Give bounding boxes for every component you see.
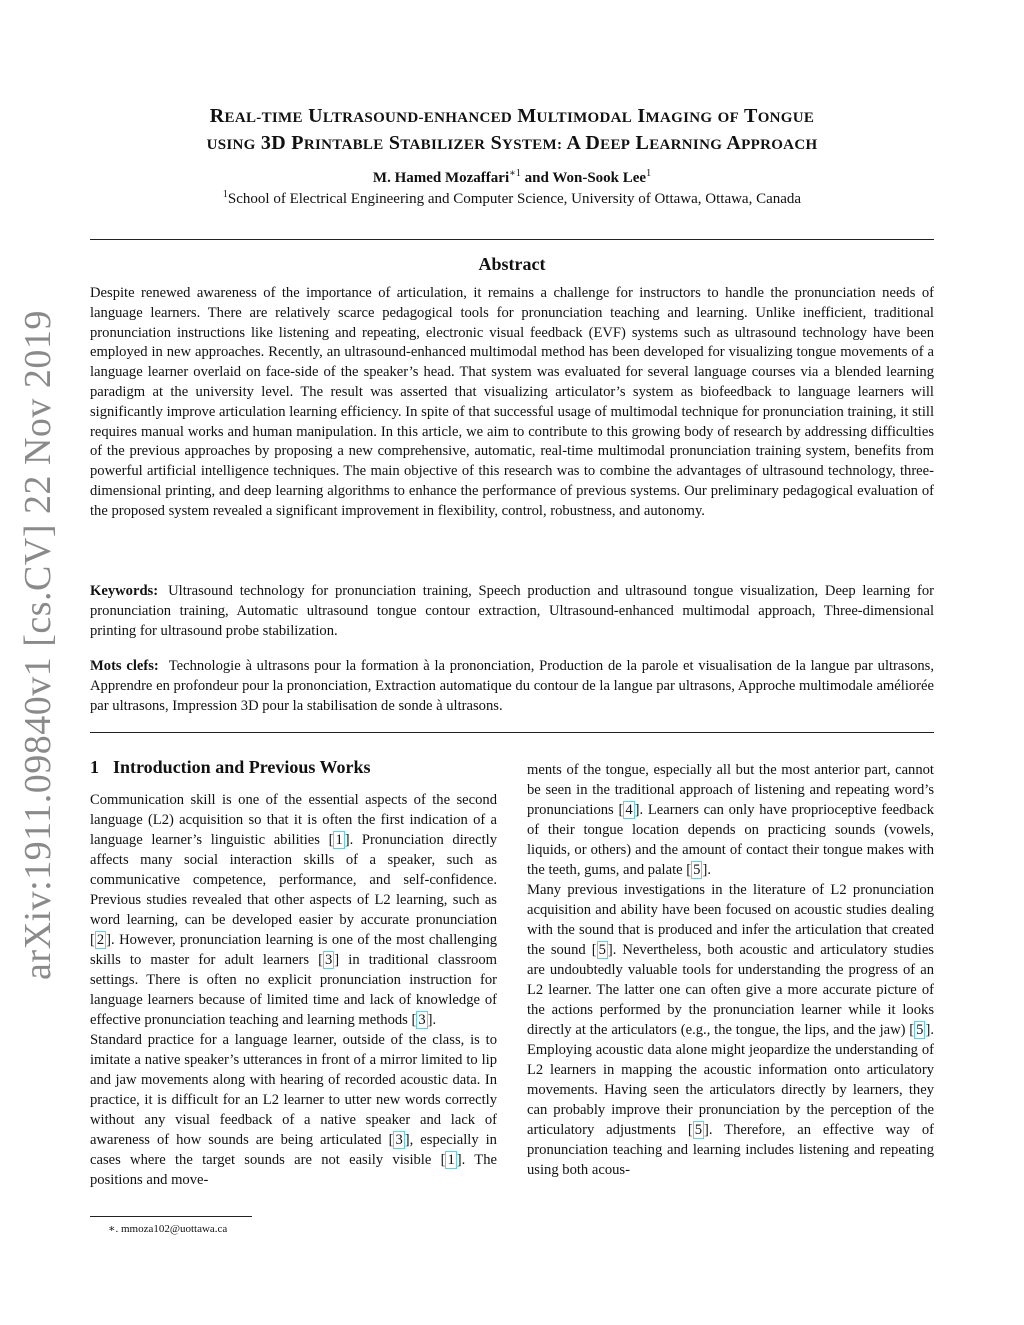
- title-char: S: [388, 132, 401, 154]
- affiliation-text: School of Electrical Engineering and Computer Science, University of Ottawa, Ottawa, Canada: [227, 191, 802, 207]
- title-char: E: [224, 110, 235, 126]
- title-char: I: [692, 137, 700, 153]
- title-char: T: [261, 110, 272, 126]
- title-char: E: [463, 137, 475, 153]
- title-char: M: [573, 110, 588, 126]
- paragraph: Many previous investigations in the literature of L2 pronunciation acquisition and ability have been focused on acoustic studies dealing with the sound that is produced and infer the articulation that created the sound [ 5 ]. Nevertheless, both acoustic and articulatory studies are undoubtedly valuable tools for understanding the progress of an L2 learner. The latter one can often give a more accurate picture of the actions performed by the pronunciation learner while it looks directly at the articulators (e.g., the tongue, the lips, and the jaw) [ 5 ]. Employing acoustic data alone might jeopardize the understanding of L2 learners in mapping the acoustic information onto articulatory movements. Having seen the articulators directly by learners, they can probably improve their pronunciation by the perception of the articulatory adjustments [ 5 ]. Therefore, an effective way of pronunciation teaching and learning includes listening and repeating using both acous-: [527, 882, 934, 1178]
- title-char: U: [792, 110, 804, 126]
- citation-link[interactable]: 3: [418, 1012, 426, 1028]
- title-char: L: [621, 110, 633, 126]
- title-char: U: [206, 137, 218, 153]
- title-char: H: [805, 137, 818, 153]
- title-char: G: [780, 110, 793, 126]
- title-char: A: [341, 137, 353, 153]
- title-char: T: [556, 110, 567, 126]
- citation-link[interactable]: 3: [325, 952, 333, 968]
- title-char: M: [645, 110, 660, 126]
- mots-clefs: [90, 657, 934, 716]
- title-char: A: [566, 132, 581, 154]
- title-char: E: [610, 137, 621, 153]
- citation-link[interactable]: 1: [335, 832, 343, 848]
- authors: [90, 168, 934, 187]
- title-char: D: [500, 110, 513, 126]
- title-char: A: [783, 137, 795, 153]
- title-char: N: [396, 110, 408, 126]
- title-char: E: [490, 110, 501, 126]
- title-char: A: [726, 132, 742, 154]
- title-line-1: [90, 104, 934, 131]
- author-1-sup: ∗1: [509, 168, 521, 179]
- title-char: C: [479, 110, 491, 126]
- section-number: 1: [90, 757, 99, 777]
- paper-title: [90, 104, 934, 158]
- title-char: O: [771, 137, 784, 153]
- title-char: S: [490, 132, 503, 154]
- citation-link[interactable]: 5: [693, 862, 701, 878]
- citation-link[interactable]: 3: [395, 1132, 403, 1148]
- title-char: L: [437, 137, 448, 153]
- title-char: S: [364, 110, 374, 126]
- title-char: O: [373, 110, 386, 126]
- title-line-2: [90, 131, 934, 158]
- title-char: F: [729, 110, 740, 126]
- title-char: -: [418, 110, 424, 126]
- title-char: Y: [502, 137, 514, 153]
- title-char: E: [649, 137, 660, 153]
- arxiv-stamp: [8, 310, 68, 980]
- right-column: [527, 760, 934, 1180]
- title-char: N: [769, 110, 781, 126]
- title-char: A: [659, 137, 671, 153]
- title-char: A: [409, 137, 421, 153]
- title-char: L: [635, 132, 650, 154]
- abstract-body: Despite renewed awareness of the importance of articulation, it remains a challenge for instructors to handle the pronunciation needs of language learners. There are relatively scarce pedagogical tools for pronunciation teaching and learning. Unlike inefficient, traditional pronunciation instructions like listening and repeating, electronic visual feedback (EVF) systems such as ultrasound technology have been employed in new approaches. Recently, an ultrasound-enhanced multimodal method has been developed for visualizing tongue movements of a language learner overlaid on face-side of the speaker’s head. That system was evaluated for several language courses via a blended learning paradigm at the university level. The result was asserted that visualizing articulator’s system as biofeedback to language learners will significantly improve articulation learning efficiency. In spite of that successful usage of multimodal technique for pronunciation training, it still requires manual works and human manipulation. In this article, we aim to contribute to this growing body of research by addressing difficulties of the previous approaches by proposing a new comprehensive, automatic, real-time multimodal pronunciation training system, benefits from powerful artificial intelligence techniques. The main objective of this research was to combine the advantages of ultrasound technology, three-dimensional printing, and deep learning algorithms to enhance the performance of previous systems. Our preliminary pedagogical evaluation of the proposed system revealed a significant improvement in flexibility, control, robustness, and autonomy.: [90, 285, 934, 519]
- title-char: N: [468, 110, 480, 126]
- title-char: N: [699, 137, 711, 153]
- citation-link[interactable]: 5: [916, 1022, 924, 1038]
- title-char: N: [321, 137, 333, 153]
- paragraph: Communication skill is one of the essential aspects of the second language (L2) acquisition so that it is often the first indication of a language learner’s linguistic abilities [ 1 ]. Pronunciation directly affects many social interaction skills of a speaker, such as communicative competence, performance, and self-confidence. Previous studies revealed that other aspects of L2 learning, such as word learning, can be developed easier by accurate pronunciation [ 2 ]. However, pronunciation learning is one of the most challenging skills to master for adult learners [ 3 ] in traditional classroom settings. There is often no explicit pronunciation instruction for language learners because of limited time and lack of knowledge of effective pronunciation teaching and learning methods [ 3 ].: [90, 792, 498, 1028]
- title-char: E: [292, 110, 303, 126]
- footnote: ∗. mmoza102@uottawa.ca: [108, 1223, 228, 1235]
- title-char: L: [547, 110, 557, 126]
- title-char: P: [291, 132, 304, 154]
- title-char: O: [717, 110, 730, 126]
- title-char: A: [457, 110, 469, 126]
- citation-link[interactable]: 5: [694, 1122, 702, 1138]
- title-char: R: [342, 110, 354, 126]
- title-char: G: [243, 137, 256, 153]
- title-char: G: [671, 110, 684, 126]
- title-char: A: [659, 110, 672, 126]
- bottom-rule: [90, 732, 934, 733]
- title-char: E: [803, 110, 815, 126]
- title-char: T: [400, 137, 410, 153]
- title-char: B: [352, 137, 363, 153]
- author-1: M. Hamed Mozaffari: [372, 170, 510, 186]
- title-char: N: [232, 137, 244, 153]
- left-column: [90, 790, 497, 1190]
- title-char: T: [521, 137, 533, 153]
- keywords: [90, 582, 934, 641]
- affiliation: [90, 189, 934, 208]
- arxiv-stamp-text: arXiv:1911.09840v1 [cs.CV] 22 Nov 2019: [17, 310, 59, 980]
- title-char: I: [430, 137, 438, 153]
- keywords-label: Keywords:: [90, 583, 159, 599]
- title-char: D: [271, 132, 286, 154]
- title-char: I: [447, 137, 454, 153]
- title-char: M: [278, 110, 293, 126]
- footnote-rule: [90, 1216, 252, 1217]
- title-char: -: [256, 110, 262, 126]
- title-char: S: [217, 137, 227, 153]
- title-char: N: [689, 110, 701, 126]
- mots-clefs-text: Technologie à ultrasons pour la formation à la prononciation, Production de la parole et visualisation de la langue par ultrasons, Apprendre en profondeur pour la prononciation, Extraction automatique du contour de la langue par ultrasons, Approche multimodale améliorée par ultrasons, Impression 3D pour la stabilisation de sonde à ultrasons.: [90, 658, 934, 714]
- title-char: L: [362, 137, 374, 153]
- title-char: R: [303, 137, 315, 153]
- title-char: R: [760, 137, 772, 153]
- title-char: :: [556, 137, 563, 153]
- title-char: R: [670, 137, 682, 153]
- title-char: A: [234, 110, 246, 126]
- title-char: G: [700, 110, 713, 126]
- title-char: N: [434, 110, 446, 126]
- title-char: M: [542, 137, 557, 153]
- title-char: I: [566, 110, 574, 126]
- abstract-heading: Abstract: [478, 254, 546, 274]
- title-char: I: [226, 137, 233, 153]
- author-conj: and: [524, 170, 549, 186]
- author-2: Won-Sook Lee: [552, 170, 647, 186]
- title-char: D: [585, 132, 601, 154]
- title-char: R: [209, 105, 225, 127]
- top-rule: [90, 239, 934, 240]
- title-char: I: [637, 105, 646, 127]
- title-char: L: [322, 110, 332, 126]
- title-char: E: [532, 137, 543, 153]
- title-char: U: [385, 110, 397, 126]
- title-char: I: [314, 137, 322, 153]
- affiliation-sup: 1: [222, 189, 228, 200]
- author-2-sup: 1: [646, 168, 652, 179]
- title-char: M: [517, 105, 537, 127]
- title-char: T: [331, 110, 343, 126]
- title-char: P: [750, 137, 761, 153]
- citation-link[interactable]: 1: [447, 1152, 455, 1168]
- paragraph: Standard practice for a language learner, outside of the class, is to imitate a native speaker’s utterances in front of a mirror limited to lip and jaw movements along with hearing of recorded acoustic data. In practice, it is difficult for an L2 learner to utter new words correctly without any visual feedback of a native speaker and lack of awareness of how sounds are being articulated [ 3 ], especially in cases where the target sounds are not easily visible [ 1 ]. The positions and move-: [90, 1032, 497, 1188]
- citation-link[interactable]: 5: [598, 942, 606, 958]
- title-char: E: [423, 110, 435, 126]
- title-char: A: [610, 110, 622, 126]
- title-char: 3: [260, 132, 272, 154]
- section-title: Introduction and Previous Works: [113, 757, 371, 777]
- citation-link[interactable]: 2: [96, 932, 105, 948]
- title-char: D: [599, 110, 611, 126]
- paragraph: ments of the tongue, especially all but the most anterior part, cannot be seen in the traditional approach of listening and repeating word’s pronunciations [ 4 ]. Learners can only have proprioceptive feedback of their tongue location depends on practicing sounds (vowels, liquids, or others) and the amount of contact their tongue makes with the teeth, gums, and palate [ 5 ].: [527, 762, 934, 878]
- title-char: E: [373, 137, 384, 153]
- title-char: B: [420, 137, 431, 153]
- title-char: U: [308, 105, 323, 127]
- title-char: C: [794, 137, 806, 153]
- citation-link[interactable]: 4: [625, 802, 633, 818]
- title-char: Z: [453, 137, 464, 153]
- title-char: O: [757, 110, 770, 126]
- title-char: R: [474, 137, 486, 153]
- title-char: N: [681, 137, 693, 153]
- title-char: P: [620, 137, 631, 153]
- title-char: S: [513, 137, 522, 153]
- keywords-text: Ultrasound technology for pronunciation training, Speech production and ultrasound tongue visualization, Deep learning for pronunciation training, Automatic ultrasound tongue contour extraction, Ultrasound-enhanced multimodal approach, Three-dimensional printing for ultrasound probe stabilization.: [90, 583, 934, 639]
- title-char: T: [332, 137, 342, 153]
- title-char: A: [353, 110, 365, 126]
- title-char: U: [536, 110, 548, 126]
- title-char: E: [600, 137, 611, 153]
- title-char: O: [587, 110, 600, 126]
- section-heading: [90, 757, 371, 778]
- title-char: L: [245, 110, 257, 126]
- mots-clefs-label: Mots clefs:: [90, 658, 159, 674]
- title-char: P: [741, 137, 751, 153]
- title-char: I: [683, 110, 690, 126]
- title-char: G: [710, 137, 723, 153]
- title-char: T: [744, 105, 758, 127]
- title-char: I: [271, 110, 279, 126]
- title-char: D: [407, 110, 419, 126]
- title-char: H: [445, 110, 458, 126]
